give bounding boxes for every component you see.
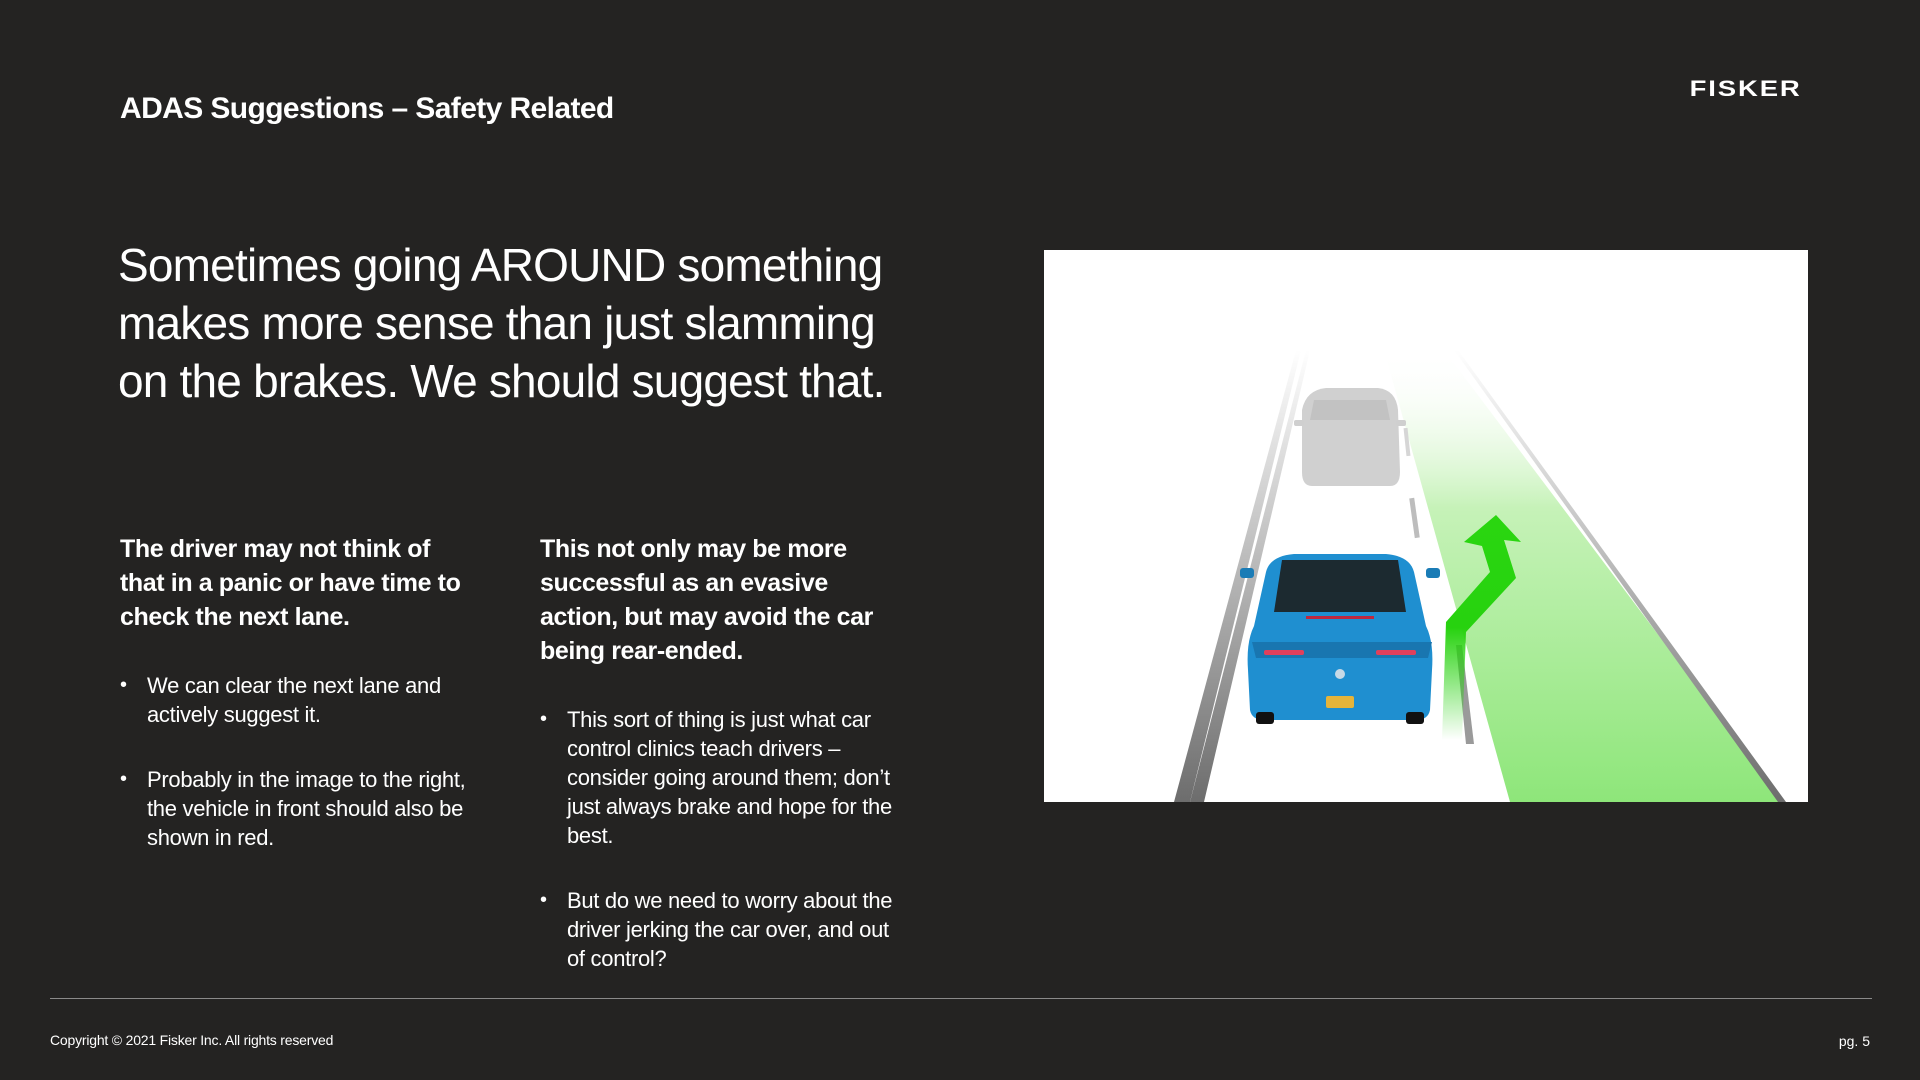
ego-car-icon xyxy=(1240,554,1440,724)
slide-title: ADAS Suggestions – Safety Related xyxy=(120,92,614,125)
page-number: pg. 5 xyxy=(1838,1033,1870,1049)
headline: Sometimes going AROUND something makes more sense than just slamming on the brakes. We should suggest that. xyxy=(118,239,885,407)
fisker-logo: FISKER xyxy=(1689,76,1802,101)
footer-divider xyxy=(50,998,1872,999)
right-column xyxy=(540,532,900,1009)
lead-car-icon xyxy=(1294,388,1406,486)
right-bullet-list xyxy=(540,705,900,973)
lane-change-illustration xyxy=(1044,250,1808,802)
left-column-heading: The driver may not think of that in a panic or have time to check the next lane. xyxy=(120,535,461,631)
list-item: • This sort of thing is just what car control clinics teach drivers – consider going around them; don’t just always brake and hope for the best. xyxy=(540,705,900,850)
list-item: • We can clear the next lane and actively suggest it. xyxy=(120,671,480,729)
list-item: • But do we need to worry about the driver jerking the car over, and out of control? xyxy=(540,886,900,973)
lane-dash xyxy=(1409,498,1420,538)
right-column-heading: This not only may be more successful as an evasive action, but may avoid the car being rear-ended. xyxy=(540,535,873,665)
list-item: • Probably in the image to the right, the vehicle in front should also be shown in red. xyxy=(120,765,480,852)
copyright: Copyright © 2021 Fisker Inc. All rights reserved xyxy=(50,1032,334,1048)
left-column xyxy=(120,532,480,888)
left-bullet-list xyxy=(120,671,480,852)
